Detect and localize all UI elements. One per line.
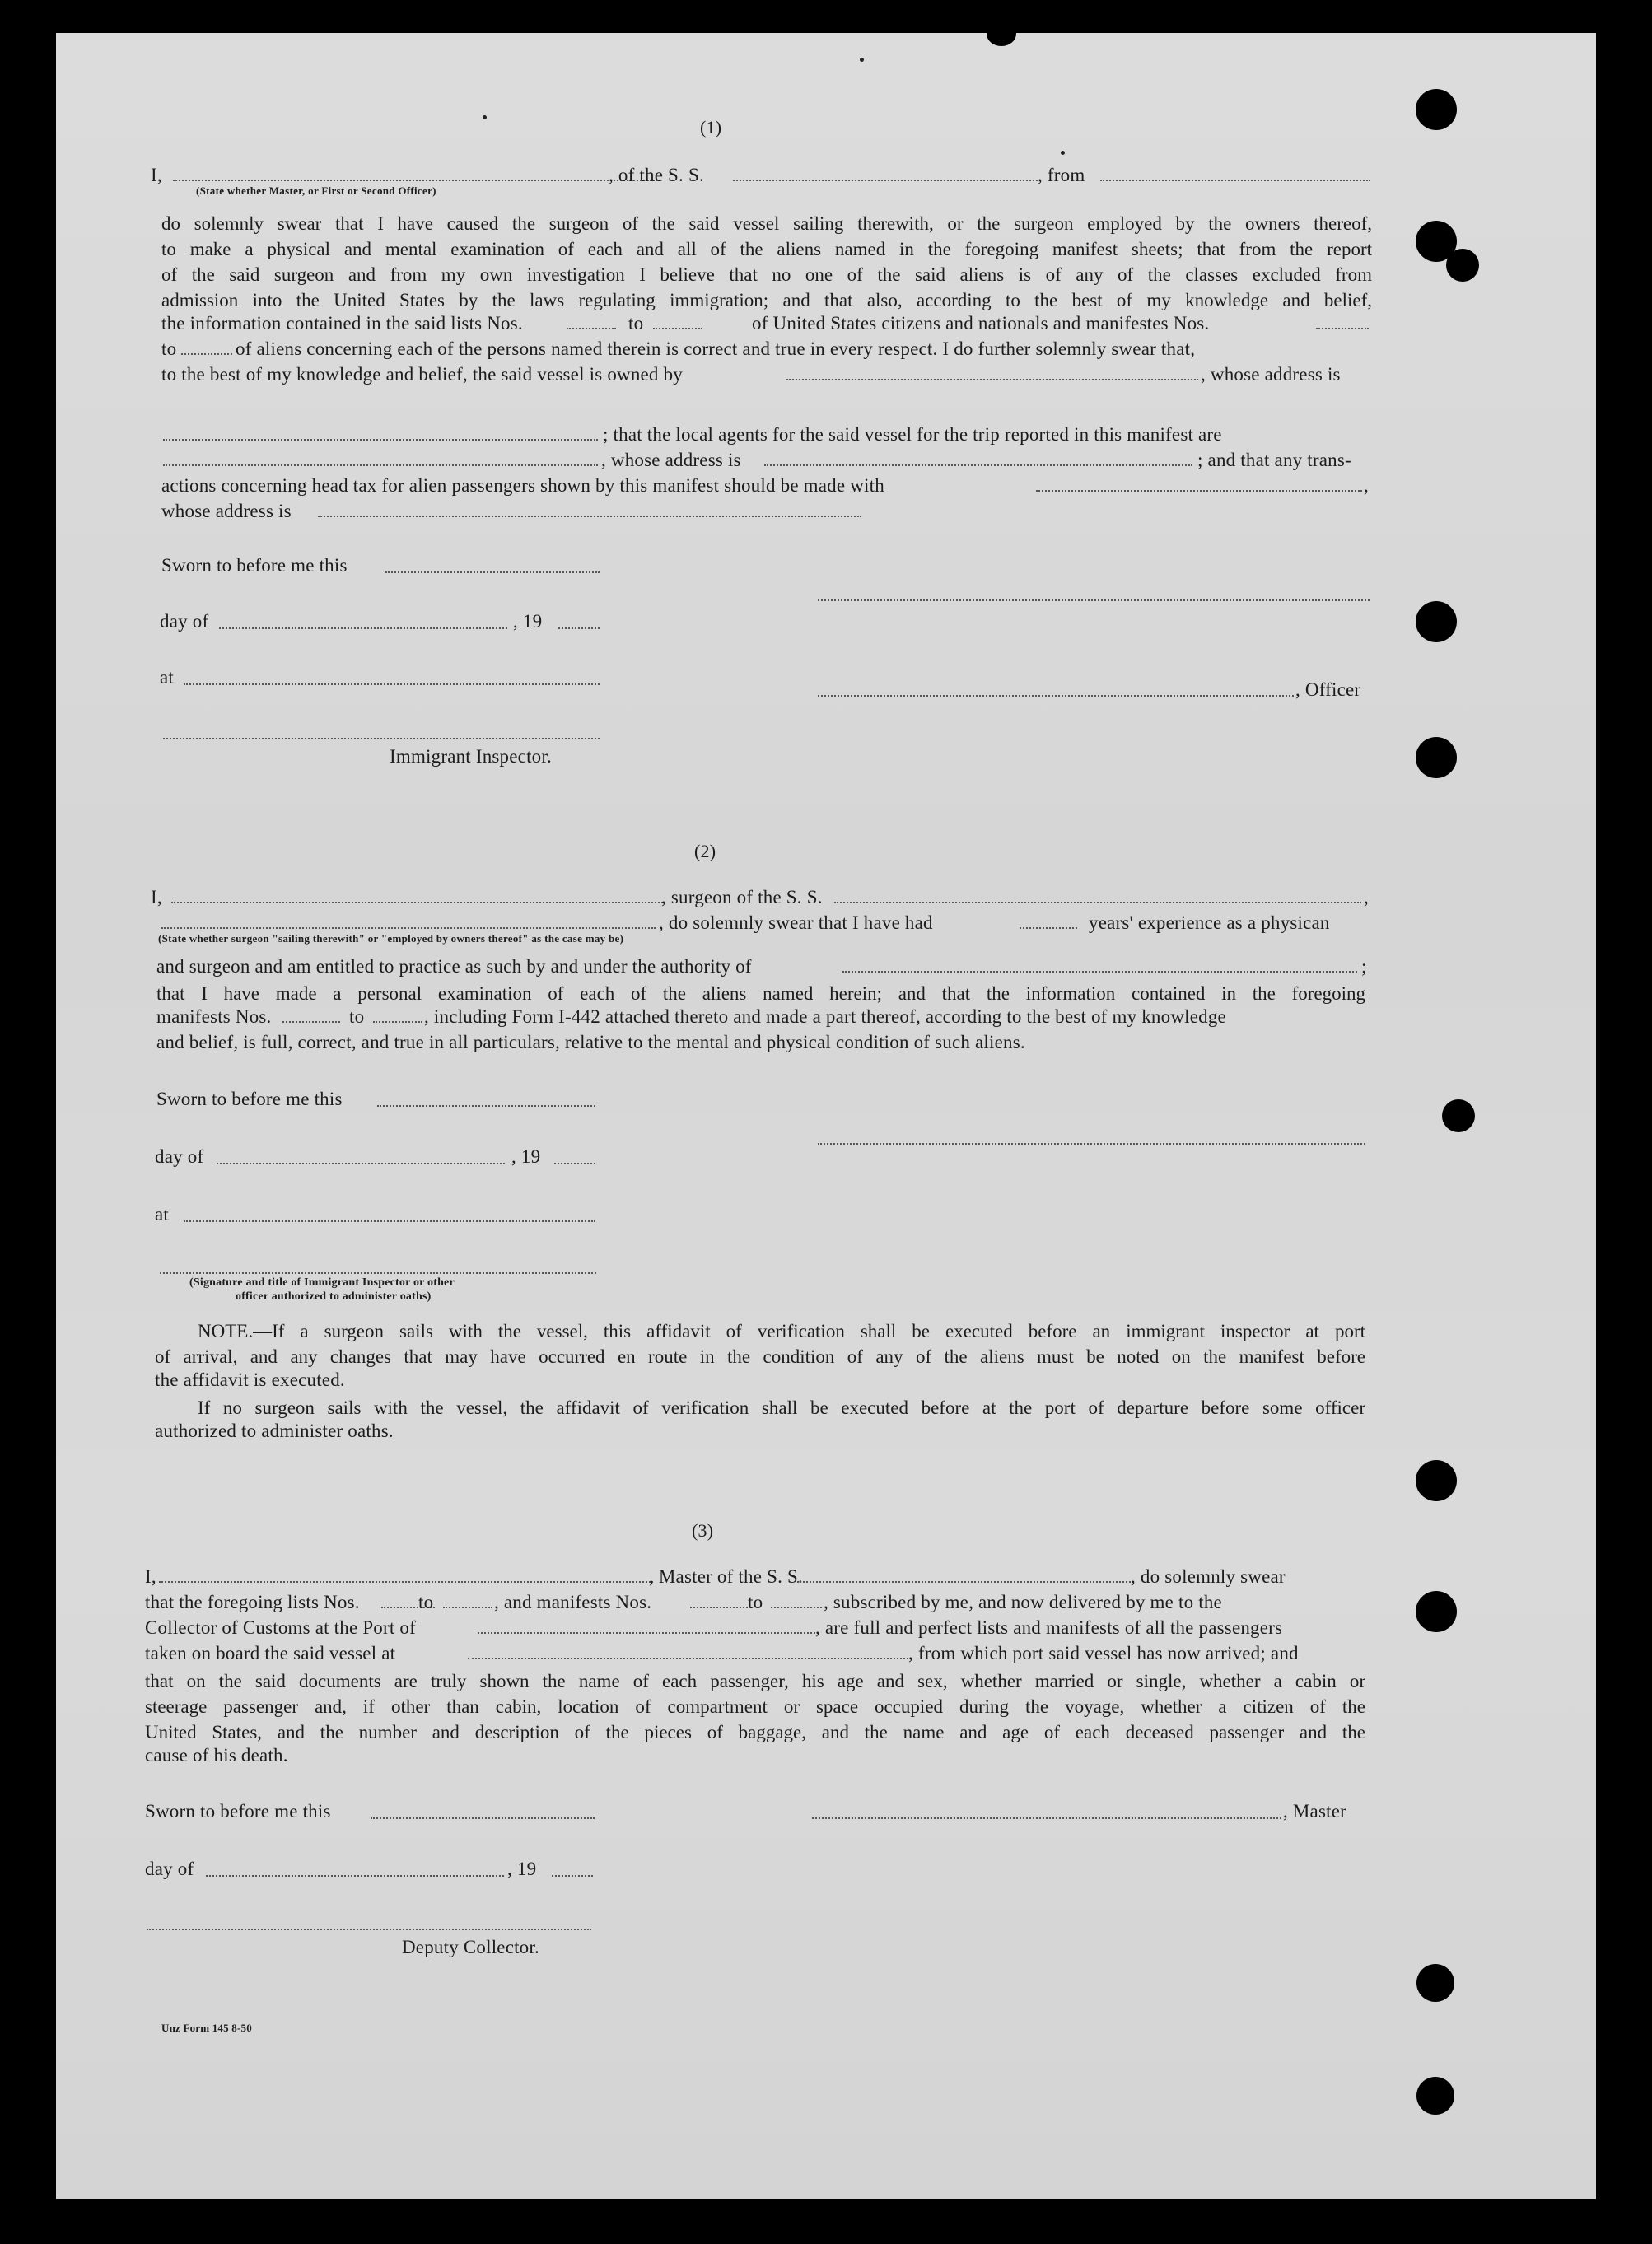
- binder-hole: [1416, 737, 1457, 778]
- section-3-number: (3): [692, 1520, 714, 1541]
- s1-nineteen: , 19: [513, 611, 543, 632]
- s2-at-blank: [184, 1220, 595, 1222]
- s3-nineteen: , 19: [507, 1859, 537, 1879]
- s1-officer: , Officer: [1295, 679, 1361, 700]
- s2-nineteen: , 19: [511, 1146, 541, 1167]
- s3-year-blank: [552, 1875, 593, 1877]
- s2-note-5: authorized to administer oaths.: [155, 1421, 394, 1441]
- s1-to2: to: [161, 338, 177, 359]
- s1-at-blank: [184, 683, 600, 685]
- s1-at: at: [160, 667, 174, 688]
- s1-line-2: to make a physical and mental examination of each and all of the aliens named in the foregoing manifest sheets; that from the report: [161, 239, 1372, 259]
- s3-deputy: Deputy Collector.: [402, 1937, 539, 1957]
- s2-sworn-blank: [377, 1105, 595, 1107]
- s2-inspector-blank: [160, 1272, 596, 1274]
- s2-note-1: NOTE.—If a surgeon sails with the vessel, this affidavit of verification shall be executed before an immigrant inspector at port: [198, 1321, 1365, 1341]
- s2-note-2: of arrival, and any changes that may have occurred en route in the condition of any of the aliens must be noted on the manifest before: [155, 1346, 1365, 1367]
- s3-sworn-blank: [371, 1817, 595, 1819]
- s1-inspector: Immigrant Inspector.: [390, 746, 552, 767]
- s1-officer-hint: (State whether Master, or First or Second Officer): [196, 184, 436, 197]
- s1-agents-blank: [163, 464, 598, 466]
- s3-lists-a: that the foregoing lists Nos.: [145, 1592, 360, 1612]
- s2-sworn: Sworn to before me this: [156, 1089, 343, 1109]
- s3-do-solemnly: , do solemnly swear: [1131, 1566, 1286, 1587]
- binder-hole: [1446, 249, 1479, 282]
- s1-info-a: the information contained in the said lists Nos.: [161, 313, 523, 334]
- s2-surgeon-hint: (State whether surgeon "sailing therewith" or "employed by owners thereof" as the case may be): [158, 932, 624, 945]
- s3-lists-to-2: to: [748, 1592, 763, 1612]
- s1-whose-address-2: , whose address is: [601, 450, 741, 470]
- s2-belief: and belief, is full, correct, and true in all particulars, relative to the mental and physical condition of such aliens.: [156, 1032, 1025, 1052]
- s3-master-sig-blank: [812, 1817, 1281, 1819]
- binder-hole: [1416, 1460, 1457, 1501]
- s3-sworn: Sworn to before me this: [145, 1801, 331, 1822]
- s3-line-2: steerage passenger and, if other than cabin, location of compartment or space occupied during the voyage, whether a citizen of the: [145, 1696, 1365, 1717]
- s2-note-3: the affidavit is executed.: [155, 1369, 345, 1390]
- binder-hole: [987, 21, 1016, 46]
- s3-master-blank: [159, 1581, 653, 1583]
- speck: [483, 115, 487, 119]
- s2-manifest-to-blank: [373, 1021, 422, 1023]
- s3-deputy-blank: [147, 1929, 591, 1930]
- s2-at: at: [155, 1204, 169, 1225]
- s2-signature-hint-1: (Signature and title of Immigrant Inspector or other: [189, 1276, 455, 1289]
- s1-opening: I,: [151, 165, 162, 185]
- s2-authority-blank: [842, 971, 1357, 973]
- section-2-number: (2): [694, 841, 716, 861]
- s1-vessel-blank: [733, 180, 1038, 181]
- s1-officer-sig-blank: [818, 695, 1294, 697]
- binder-hole: [1416, 601, 1457, 642]
- s2-signature-hint-2: officer authorized to administer oaths): [236, 1290, 432, 1303]
- s3-line-3: United States, and the number and description of the pieces of baggage, and the name and age of each deceased passenger and the: [145, 1722, 1365, 1742]
- s3-day-blank: [206, 1875, 504, 1877]
- s2-signature-blank: [818, 1143, 1365, 1145]
- s3-line-1: that on the said documents are truly shown the name of each passenger, his age and sex, whether married or single, whether a cabin or: [145, 1671, 1365, 1691]
- s1-agents-address-blank: [764, 464, 1192, 466]
- s2-years-blank: [1020, 927, 1077, 929]
- s2-surgeon-blank: [171, 902, 665, 903]
- s1-any-trans: ; and that any trans-: [1197, 450, 1351, 470]
- s3-subscribed: , subscribed by me, and now delivered by me to the: [824, 1592, 1222, 1612]
- binder-hole: [1416, 89, 1457, 130]
- s2-manifests-a: manifests Nos.: [156, 1006, 272, 1027]
- s1-sworn-blank: [385, 571, 600, 573]
- s2-opening: I,: [151, 887, 162, 907]
- s2-day-blank: [217, 1163, 505, 1164]
- binder-hole: [1416, 1591, 1457, 1632]
- s2-manifest-from-blank: [282, 1021, 340, 1023]
- s2-day-of: day of: [155, 1146, 204, 1167]
- s1-aliens-concerning: of aliens concerning each of the persons named therein is correct and true in every respect. I do further solemnly swear that,: [236, 338, 1196, 359]
- speck: [860, 58, 864, 62]
- s1-line-3: of the said surgeon and from my own investigation I believe that no one of the said aliens is of any of the classes excluded from: [161, 264, 1372, 285]
- s2-semicolon: ;: [1361, 956, 1367, 977]
- s1-signature-blank: [818, 599, 1370, 601]
- s3-list-to-blank: [443, 1607, 492, 1608]
- s1-officer-blank: [173, 180, 657, 181]
- s1-from: , from: [1038, 165, 1085, 185]
- s1-sworn: Sworn to before me this: [161, 555, 348, 576]
- s1-whose-address-3: whose address is: [161, 501, 292, 521]
- s3-master-of: , Master of the S. S.: [649, 1566, 803, 1587]
- s1-comma: ,: [1364, 475, 1369, 496]
- s3-lists-to: to: [418, 1592, 434, 1612]
- s2-surgeon-of: , surgeon of the S. S.: [661, 887, 823, 907]
- binder-hole: [1442, 1099, 1475, 1132]
- s2-entitled: and surgeon and am entitled to practice as such by and under the authority of: [156, 956, 752, 977]
- s1-day-of: day of: [160, 611, 209, 632]
- s1-list-from-blank: [567, 328, 616, 329]
- s3-last-line: cause of his death.: [145, 1745, 288, 1766]
- form-sheet: [56, 33, 1596, 2199]
- s1-year-blank: [558, 627, 600, 629]
- s3-collector: Collector of Customs at the Port of: [145, 1617, 416, 1638]
- s1-head-tax: actions concerning head tax for alien passengers shown by this manifest should be made with: [161, 475, 884, 496]
- s2-vessel-blank: [834, 902, 1361, 903]
- s1-local-agents: ; that the local agents for the said vessel for the trip reported in this manifest are: [603, 424, 1222, 445]
- s3-day-of: day of: [145, 1859, 194, 1879]
- s1-owner-blank: [786, 379, 1198, 380]
- s3-port-blank: [478, 1632, 815, 1634]
- s1-manifest-to-blank: [181, 353, 232, 355]
- s1-from-blank: [1100, 180, 1370, 181]
- s1-info-b: of United States citizens and nationals and manifestes Nos.: [752, 313, 1210, 334]
- s1-of-ss: , of the S. S.: [609, 165, 704, 185]
- s1-whose-address: , whose address is: [1201, 364, 1341, 385]
- s1-head-tax-blank: [1036, 490, 1362, 492]
- s1-info-to: to: [628, 313, 644, 334]
- s2-type-blank: [161, 927, 656, 929]
- s1-owned-by: to the best of my knowledge and belief, the said vessel is owned by: [161, 364, 683, 385]
- s3-taken-on: taken on board the said vessel at: [145, 1643, 396, 1663]
- s1-address-blank: [163, 439, 598, 441]
- s3-arrived: , from which port said vessel has now arrived; and: [908, 1643, 1299, 1663]
- binder-hole: [1416, 2077, 1454, 2115]
- form-id: Unz Form 145 8-50: [161, 2022, 252, 2034]
- s1-inspector-blank: [163, 738, 600, 739]
- s3-manifest-to-blank: [771, 1607, 822, 1608]
- s3-manifest-from-blank: [690, 1607, 748, 1608]
- s2-manifests-b: , including Form I-442 attached thereto and made a part thereof, according to the best of my knowledge: [424, 1006, 1226, 1027]
- s1-manifest-blank: [1316, 328, 1369, 329]
- s3-full-perfect: , are full and perfect lists and manifests of all the passengers: [815, 1617, 1283, 1638]
- s1-day-blank: [219, 627, 507, 629]
- s1-line-1: do solemnly swear that I have caused the surgeon of the said vessel sailing therewith, or the surgeon employed by the owners thereof,: [161, 213, 1372, 234]
- binder-hole: [1416, 1964, 1454, 2002]
- s2-do-solemnly: , do solemnly swear that I have had: [659, 912, 933, 933]
- s2-manifests-to: to: [349, 1006, 365, 1027]
- s1-list-to-blank: [653, 328, 702, 329]
- s3-master: , Master: [1283, 1801, 1346, 1822]
- s2-year-blank: [554, 1163, 595, 1164]
- s2-years: years' experience as a physican: [1089, 912, 1330, 933]
- s3-opening: I,: [145, 1566, 156, 1587]
- s3-lists-b: , and manifests Nos.: [494, 1592, 652, 1612]
- s2-comma: ,: [1364, 887, 1369, 907]
- s1-head-tax-address-blank: [318, 516, 861, 517]
- s3-departure-blank: [468, 1658, 908, 1659]
- s2-note-4: If no surgeon sails with the vessel, the affidavit of verification shall be executed before at the port of departure before some officer: [198, 1397, 1365, 1418]
- s3-vessel-blank: [797, 1581, 1131, 1583]
- speck: [1061, 151, 1065, 155]
- s1-line-4: admission into the United States by the laws regulating immigration; and that also, according to the best of my knowledge and belief,: [161, 290, 1372, 310]
- section-1-number: (1): [700, 117, 722, 138]
- s2-examined: that I have made a personal examination of each of the aliens named herein; and that the information contained in the foregoing: [156, 983, 1365, 1004]
